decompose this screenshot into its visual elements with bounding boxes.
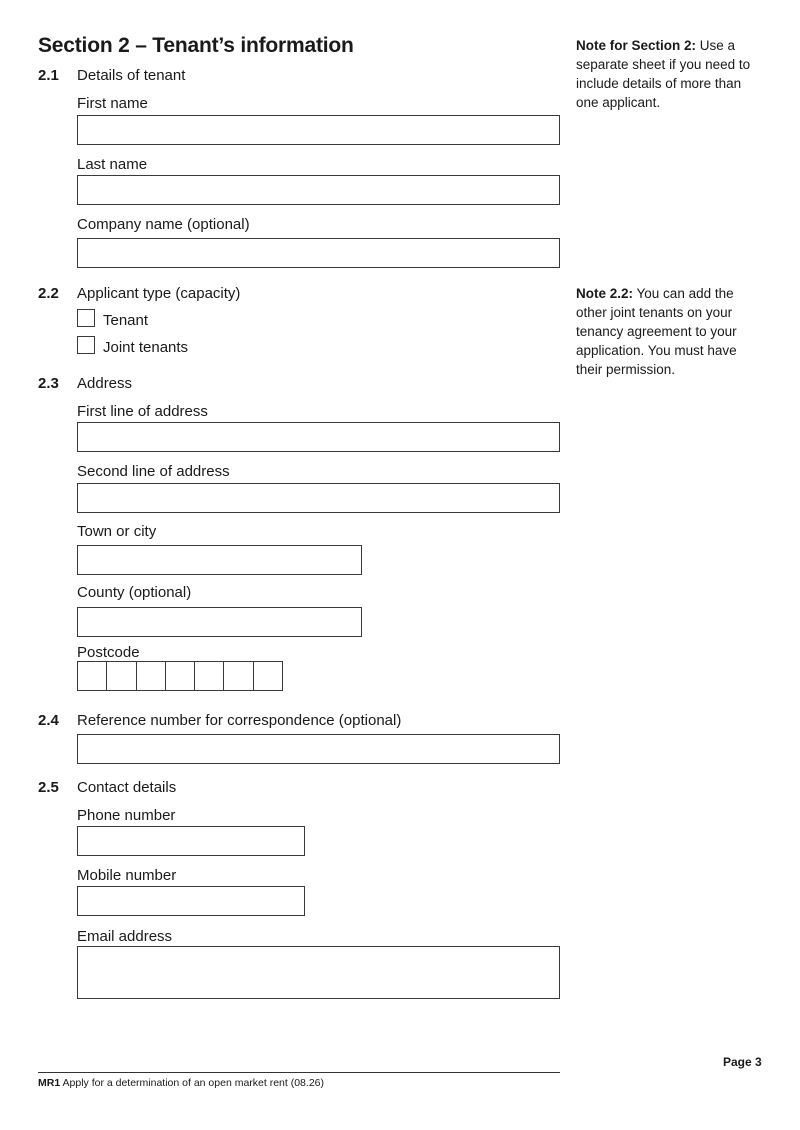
email-address-label: Email address (77, 928, 173, 945)
town-city-label: Town or city (77, 523, 157, 540)
form-title: Apply for a determination of an open market rent (08.26) (60, 1077, 324, 1089)
second-line-address-label: Second line of address (77, 463, 230, 480)
postcode-label: Postcode (77, 644, 140, 661)
joint-tenants-checkbox[interactable] (77, 336, 95, 354)
reference-number-field[interactable] (77, 734, 560, 764)
first-line-address-label: First line of address (77, 403, 208, 420)
company-name-field[interactable] (77, 238, 560, 268)
note-2-2-label: Note 2.2: (576, 286, 634, 301)
address-heading: Address (77, 375, 133, 392)
note-section-2-label: Note for Section 2: (576, 38, 697, 53)
postcode-box-1[interactable] (77, 661, 107, 691)
details-of-tenant-heading: Details of tenant (77, 67, 186, 84)
section-number-2-4: 2.4 (38, 712, 59, 729)
first-name-field[interactable] (77, 115, 560, 145)
town-city-field[interactable] (77, 545, 362, 575)
phone-number-label: Phone number (77, 807, 176, 824)
postcode-box-5[interactable] (194, 661, 224, 691)
first-line-address-field[interactable] (77, 422, 560, 452)
tenant-checkbox-label: Tenant (103, 312, 149, 329)
postcode-box-6[interactable] (223, 661, 253, 691)
company-name-label: Company name (optional) (77, 216, 250, 233)
mobile-number-field[interactable] (77, 886, 305, 916)
section-number-2-2: 2.2 (38, 285, 59, 302)
section-title: Section 2 – Tenant’s information (38, 34, 354, 57)
note-section-2 (576, 36, 766, 112)
applicant-type-heading: Applicant type (capacity) (77, 285, 241, 302)
mobile-number-label: Mobile number (77, 867, 177, 884)
note-2-2 (576, 284, 766, 379)
last-name-label: Last name (77, 156, 148, 173)
form-code: MR1 (38, 1077, 61, 1089)
tenant-checkbox[interactable] (77, 309, 95, 327)
county-label: County (optional) (77, 584, 192, 601)
first-name-label: First name (77, 95, 148, 112)
note-section-2-text: Use a separate sheet if you need to include details of more than one applicant. (576, 38, 751, 110)
section-number-2-3: 2.3 (38, 375, 59, 392)
page-number: Page 3 (723, 1055, 762, 1069)
section-number-2-1: 2.1 (38, 67, 59, 84)
second-line-address-field[interactable] (77, 483, 560, 513)
footer-divider (38, 1072, 560, 1073)
contact-details-heading: Contact details (77, 779, 177, 796)
postcode-box-7[interactable] (253, 661, 283, 691)
phone-number-field[interactable] (77, 826, 305, 856)
note-2-2-text: You can add the other joint tenants on your tenancy agreement to your application. You must have their permission. (576, 286, 737, 377)
postcode-box-2[interactable] (106, 661, 136, 691)
last-name-field[interactable] (77, 175, 560, 205)
postcode-field (77, 661, 283, 691)
section-number-2-5: 2.5 (38, 779, 59, 796)
footer-text (38, 1077, 324, 1089)
postcode-box-4[interactable] (165, 661, 195, 691)
joint-tenants-checkbox-label: Joint tenants (103, 339, 189, 356)
postcode-box-3[interactable] (136, 661, 166, 691)
reference-number-label: Reference number for correspondence (optional) (77, 712, 402, 729)
email-address-field[interactable] (77, 946, 560, 999)
county-field[interactable] (77, 607, 362, 637)
